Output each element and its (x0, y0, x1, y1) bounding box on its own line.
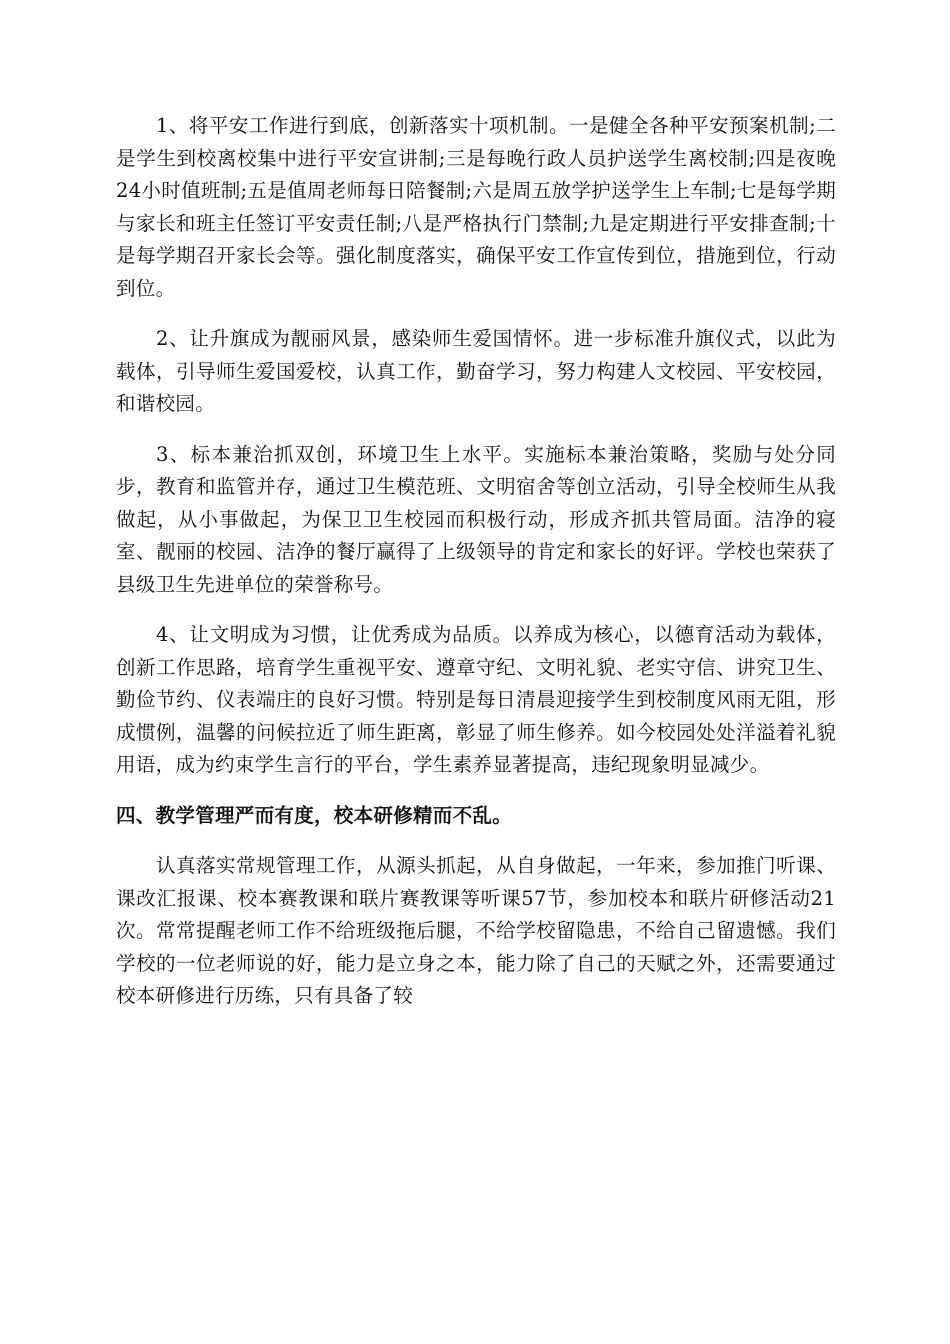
paragraph-civility-habits: 4、让文明成为习惯，让优秀成为品质。以养成为核心，以德育活动为载体，创新工作思路，培育学生重视平安、遵章守纪、文明礼貌、老实守信、讲究卫生、勤俭节约、仪表端庄的良好习惯。特别是每日清晨迎接学生到校制度风雨无阻，形成惯例，温馨的问候拉近了师生距离，彰显了师生修养。如今校园处处洋溢着礼貌用语，成为约束学生言行的平台，学生素养显著提高，违纪现象明显减少。 (116, 623, 836, 776)
paragraph-flag-raising: 2、让升旗成为靓丽风景，感染师生爱国情怀。进一步标准升旗仪式，以此为载体，引导师生爱国爱校，认真工作，勤奋学习，努力构建人文校园、平安校园，和谐校园。 (116, 327, 836, 415)
paragraph-sanitation: 3、标本兼治抓双创，环境卫生上水平。实施标本兼治策略，奖励与处分同步，教育和监管并存，通过卫生模范班、文明宿舍等创立活动，引导全校师生从我做起，从小事做起，为保卫卫生校园而积极行动，形成齐抓共管局面。洁净的寝室、靓丽的校园、洁净的餐厅赢得了上级领导的肯定和家长的好评。学校也荣获了县级卫生先进单位的荣誉称号。 (116, 442, 836, 596)
section-heading: 四、教学管理严而有度，校本研修精而不乱。 (116, 803, 513, 827)
paragraph-safety-mechanisms: 1、将平安工作进行到底，创新落实十项机制。一是健全各种平安预案机制;二是学生到校离校集中进行平安宣讲制;三是每晚行政人员护送学生离校制;四是夜晚24小时值班制;五是值周老师每日陪餐制;六是周五放学护送学生上车制;七是每学期与家长和班主任签订平安责任制;八是严格执行门禁制;九是定期进行平安排查制;十是每学期召开家长会等。强化制度落实，确保平安工作宣传到位，措施到位，行动到位。 (116, 114, 836, 300)
document-page (116, 110, 836, 1031)
paragraph-teaching-management: 认真落实常规管理工作，从源头抓起，从自身做起，一年来，参加推门听课、课改汇报课、校本赛教课和联片赛教课等听课57节，参加校本和联片研修活动21次。常常提醒老师工作不给班级拖后腿，不给学校留隐患，不给自己留遗憾。我们学校的一位老师说的好，能力是立身之本，能力除了自己的天赋之外，还需要通过校本研修进行历练，只有具备了较 (116, 854, 836, 1007)
